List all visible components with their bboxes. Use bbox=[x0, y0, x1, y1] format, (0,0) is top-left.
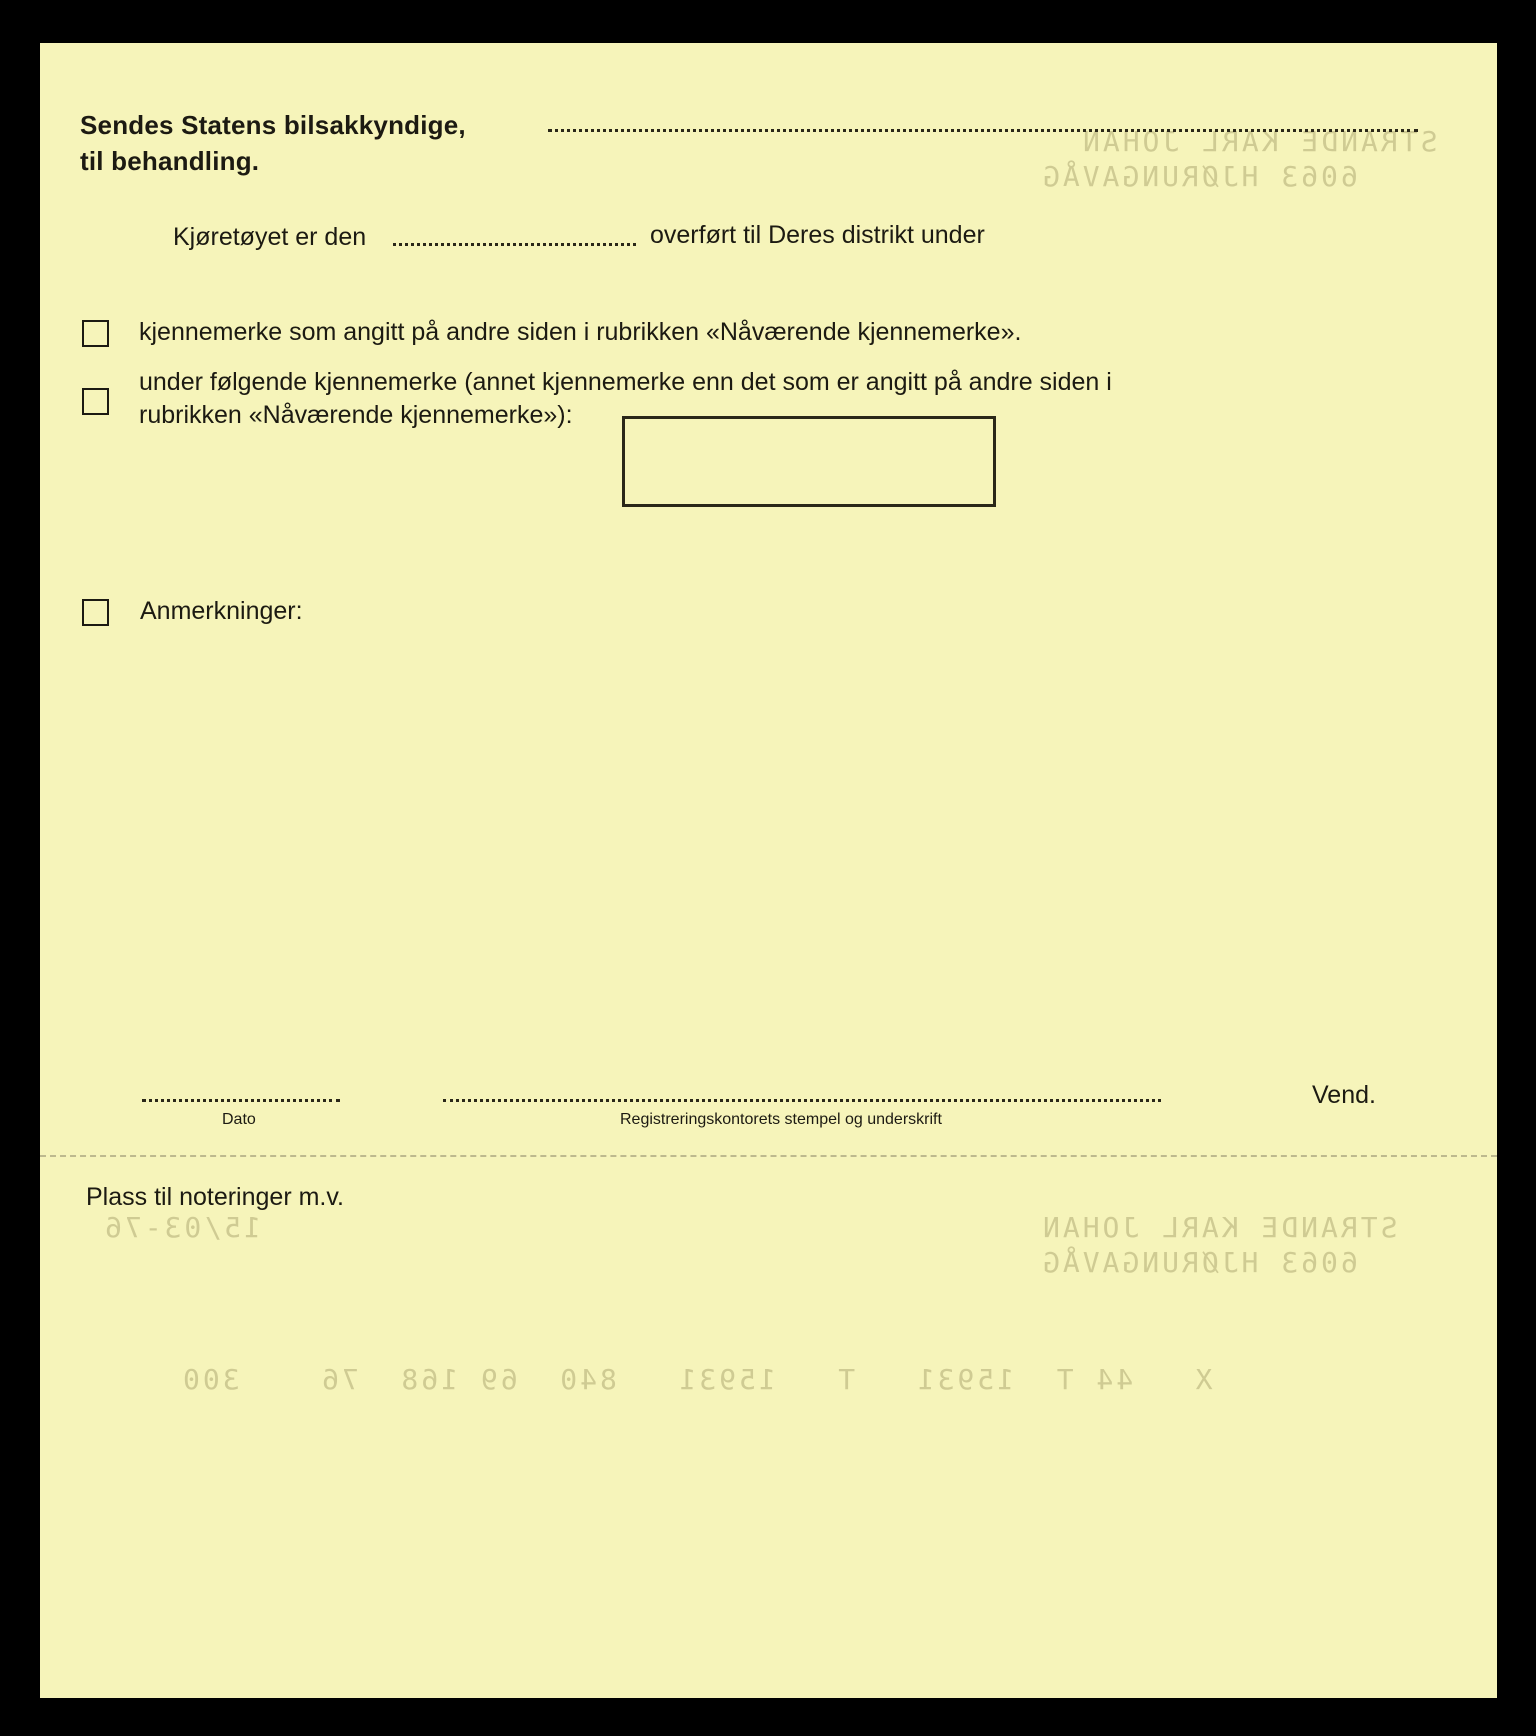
notes-heading: Plass til noteringer m.v. bbox=[86, 1183, 344, 1211]
transfer-prefix: Kjøretøyet er den bbox=[173, 223, 367, 251]
transfer-date-fill-line[interactable] bbox=[393, 243, 636, 246]
transfer-suffix: overført til Deres distrikt under bbox=[650, 221, 985, 249]
date-fill-line[interactable] bbox=[142, 1099, 340, 1102]
ghost-date: 15/03-76 bbox=[102, 1211, 261, 1244]
new-plate-entry-box[interactable] bbox=[622, 416, 996, 507]
ghost-address-line: 6063 HJØRUNGAVÅG bbox=[1040, 1246, 1358, 1279]
form-card bbox=[40, 43, 1497, 1698]
option-current-plate-label: kjennemerke som angitt på andre siden i rubrikken «Nåværende kjennemerke». bbox=[139, 318, 1022, 346]
ghost-name-line: STRANDE KARL JOHAN bbox=[1040, 1211, 1398, 1244]
ghost-codes-line: X 44 T 15931 T 15931 840 69 168 76 300 bbox=[180, 1363, 1213, 1396]
option-current-plate-checkbox[interactable] bbox=[82, 320, 109, 347]
option-new-plate-label-line1: under følgende kjennemerke (annet kjennemerke enn det som er angitt på andre siden i bbox=[139, 368, 1112, 396]
remarks-checkbox[interactable] bbox=[82, 599, 109, 626]
option-new-plate-label-line2: rubrikken «Nåværende kjennemerke»): bbox=[139, 401, 573, 429]
ghost-name-line-top: STRANDE KARL JOHAN bbox=[1080, 125, 1438, 158]
date-caption: Dato bbox=[222, 1111, 256, 1128]
option-new-plate-checkbox[interactable] bbox=[82, 388, 109, 415]
stamp-signature-fill-line[interactable] bbox=[443, 1099, 1161, 1102]
form-heading-line1: Sendes Statens bilsakkyndige, bbox=[80, 110, 466, 140]
recipient-fill-line[interactable] bbox=[548, 129, 1418, 132]
form-heading-line2: til behandling. bbox=[80, 146, 260, 176]
ghost-address-line-top: 6063 HJØRUNGAVÅG bbox=[1040, 160, 1358, 193]
perforation-line bbox=[40, 1155, 1497, 1157]
stamp-signature-caption: Registreringskontorets stempel og underskrift bbox=[620, 1111, 942, 1128]
remarks-label: Anmerkninger: bbox=[140, 597, 303, 625]
turn-over-label: Vend. bbox=[1312, 1081, 1376, 1109]
